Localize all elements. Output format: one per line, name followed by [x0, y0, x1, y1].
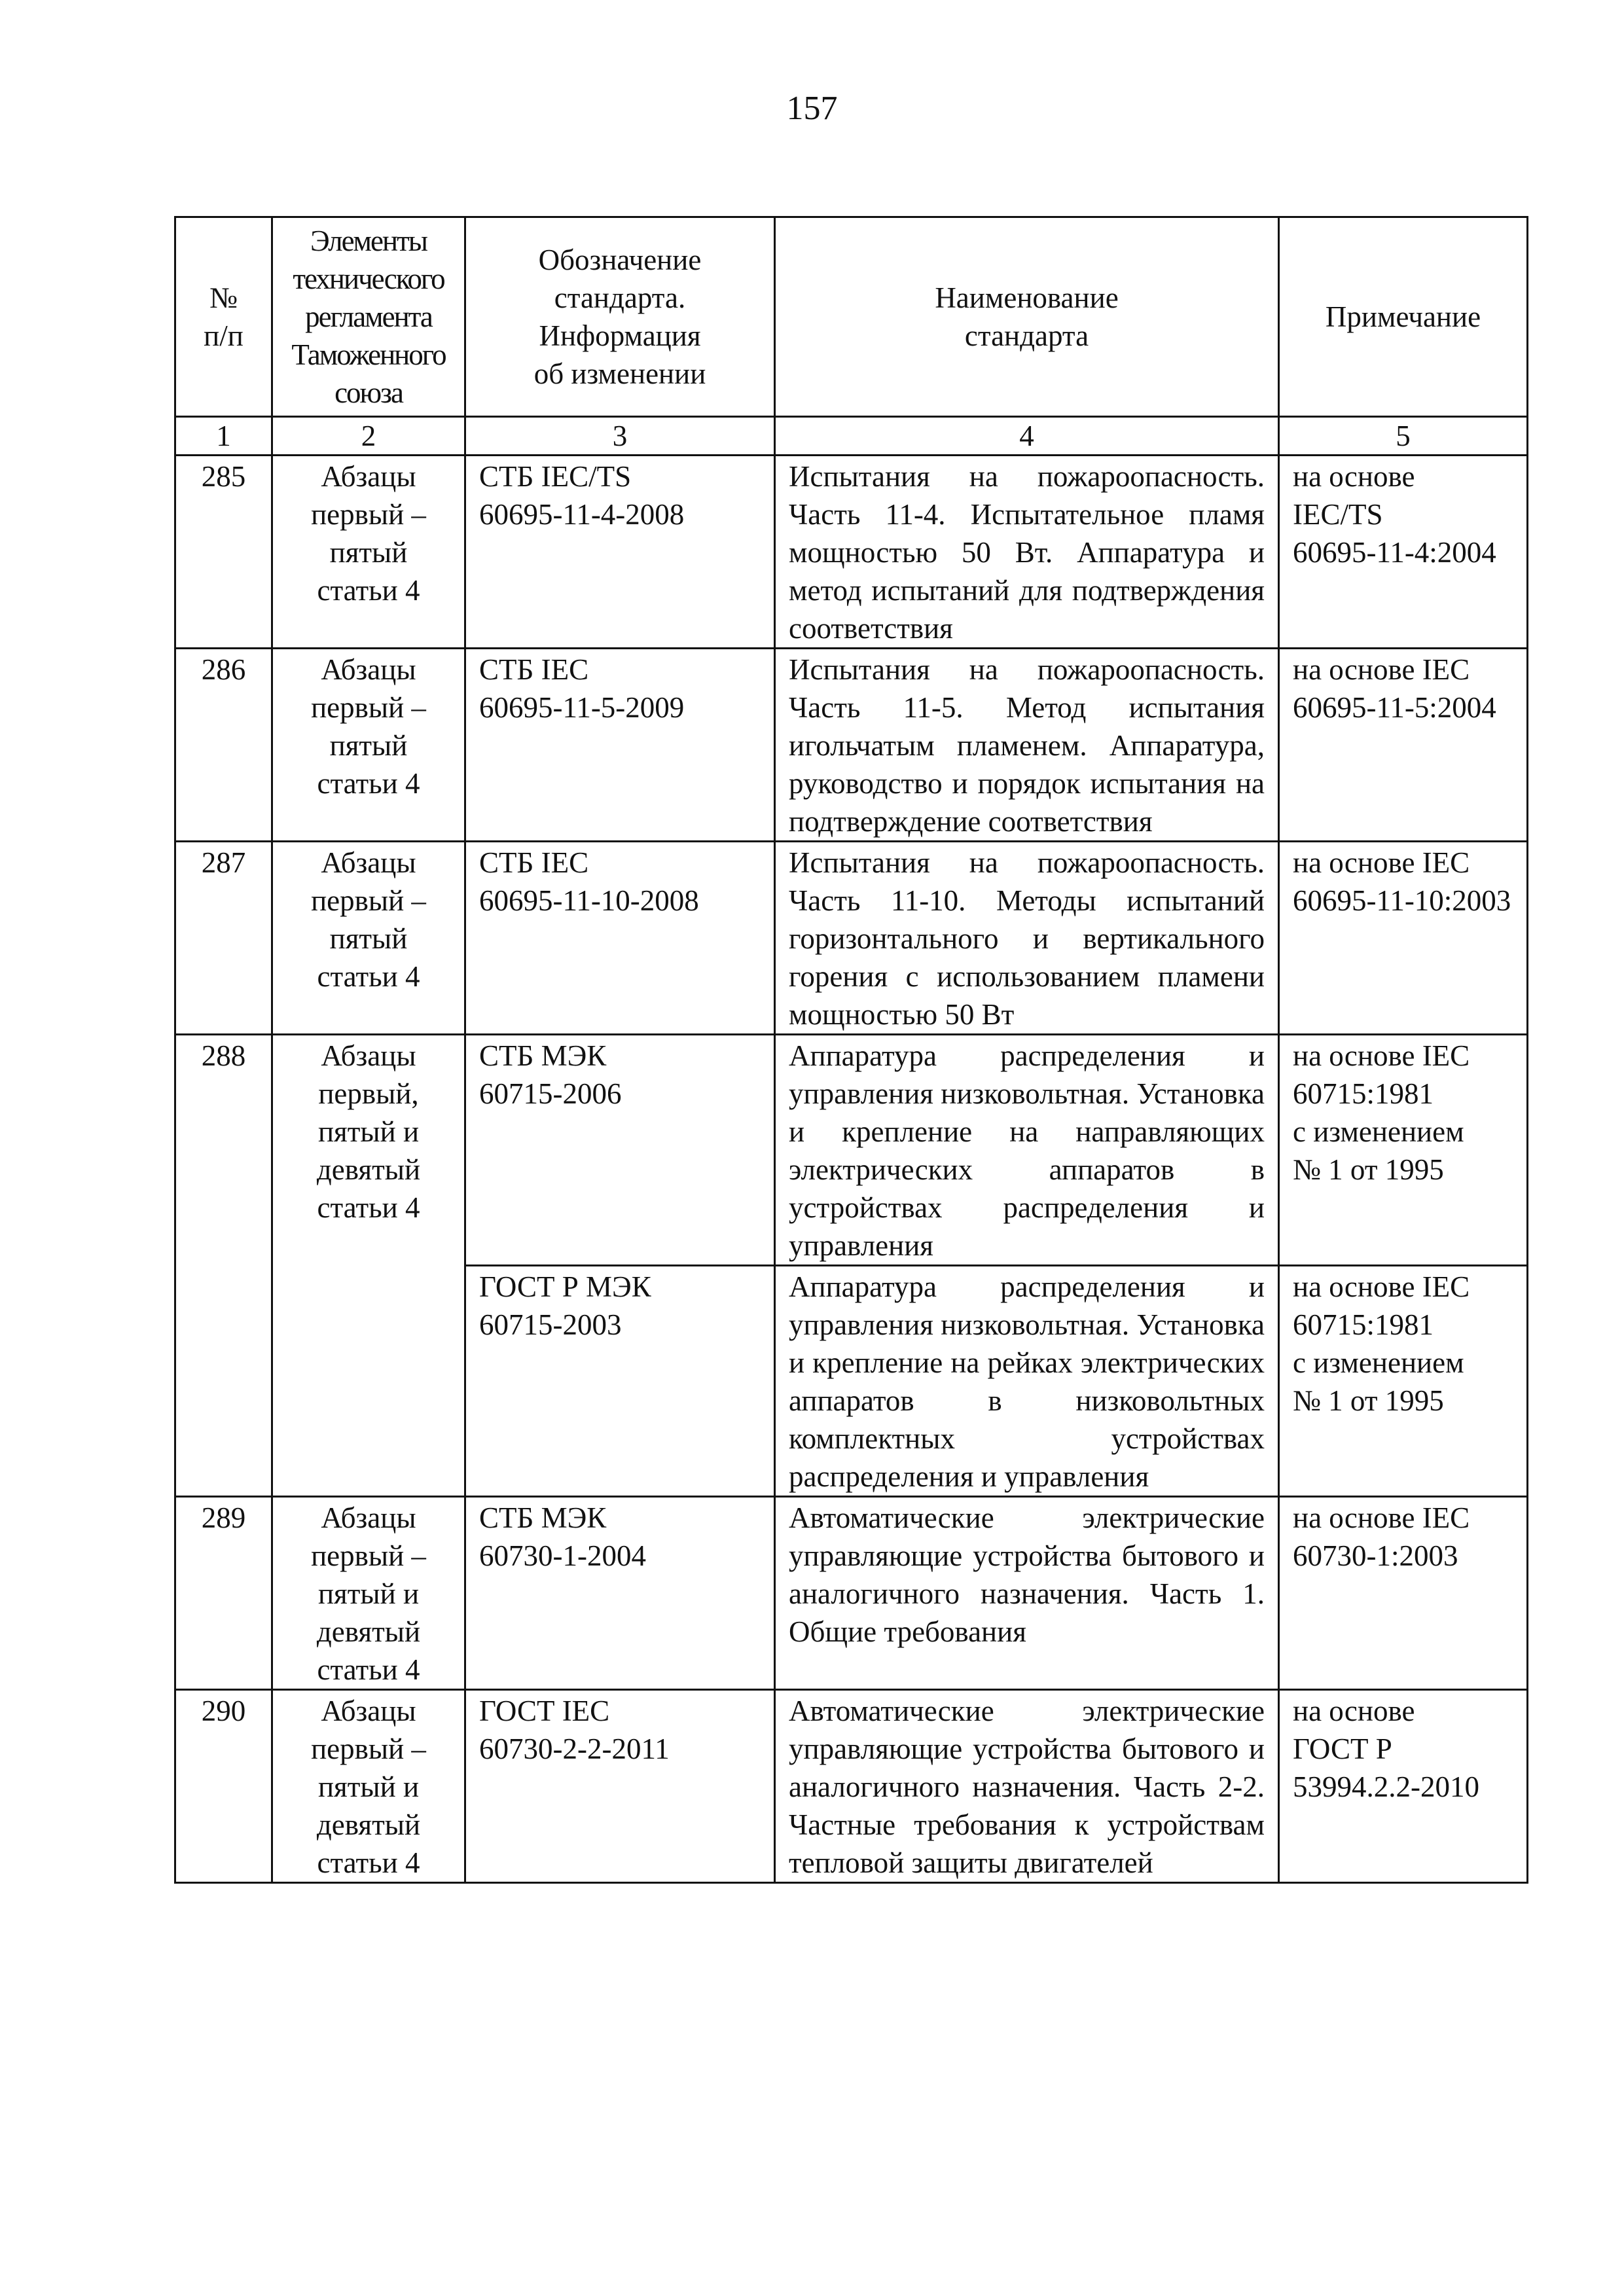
standards-table — [174, 216, 1528, 1884]
column-number: 1 — [175, 417, 272, 456]
regulation-elements: Абзацы первый – пятый статьи 4 — [272, 456, 465, 649]
standard-name: Автоматические электрические управляющие устройства бытового и аналогичного назначения. Часть 2-2. Частные требования к устройствам тепловой защиты двигателей — [775, 1690, 1279, 1883]
standard-designation: СТБ IEC 60695-11-5-2009 — [465, 649, 775, 842]
table-row — [175, 649, 1528, 842]
regulation-elements: Абзацы первый – пятый и девятый статьи 4 — [272, 1690, 465, 1883]
standard-designation: СТБ IEC/TS 60695-11-4-2008 — [465, 456, 775, 649]
standard-designation: ГОСТ Р МЭК 60715-2003 — [465, 1266, 775, 1497]
column-number: 3 — [465, 417, 775, 456]
regulation-elements: Абзацы первый – пятый и девятый статьи 4 — [272, 1497, 465, 1690]
header-elements: Элементы технического регламента Таможенного союза — [272, 217, 465, 417]
header-designation: Обозначение стандарта. Информация об изменении — [465, 217, 775, 417]
standard-name: Испытания на пожароопасность. Часть 11-10. Методы испытаний горизонтального и вертикального горения с использованием пламени мощностью 50 Вт — [775, 842, 1279, 1035]
table-row — [175, 1035, 1528, 1266]
regulation-elements: Абзацы первый, пятый и девятый статьи 4 — [272, 1035, 465, 1497]
standard-name: Автоматические электрические управляющие устройства бытового и аналогичного назначения. Часть 1. Общие требования — [775, 1497, 1279, 1690]
table-row — [175, 456, 1528, 649]
column-numbers-row — [175, 417, 1528, 456]
column-number: 4 — [775, 417, 1279, 456]
page-number: 157 — [786, 90, 838, 127]
standard-note: на основе IEC 60715:1981 с изменением № 1 от 1995 — [1279, 1266, 1528, 1497]
table-row — [175, 1497, 1528, 1690]
header-name: Наименование стандарта — [775, 217, 1279, 417]
standard-name: Аппаратура распределения и управления низковольтная. Установка и крепление на рейках электрических аппаратов в низковольтных комплектных устройствах распределения и управления — [775, 1266, 1279, 1497]
standard-designation: СТБ МЭК 60715-2006 — [465, 1035, 775, 1266]
header-note: Примечание — [1279, 217, 1528, 417]
row-number: 285 — [175, 456, 272, 649]
table-row — [175, 842, 1528, 1035]
row-number: 287 — [175, 842, 272, 1035]
standard-note: на основе IEC 60695-11-10:2003 — [1279, 842, 1528, 1035]
table-row — [175, 1690, 1528, 1883]
header-row — [175, 217, 1528, 417]
standard-name: Испытания на пожароопасность. Часть 11-5. Метод испытания игольчатым пламенем. Аппаратура, руководство и порядок испытания на подтверждение соответствия — [775, 649, 1279, 842]
standard-note: на основе IEC 60695-11-5:2004 — [1279, 649, 1528, 842]
regulation-elements: Абзацы первый – пятый статьи 4 — [272, 842, 465, 1035]
row-number: 289 — [175, 1497, 272, 1690]
standard-name: Испытания на пожароопасность. Часть 11-4. Испытательное пламя мощностью 50 Вт. Аппаратура и метод испытаний для подтверждения соответствия — [775, 456, 1279, 649]
standard-designation: СТБ IEC 60695-11-10-2008 — [465, 842, 775, 1035]
standard-note: на основе IEC 60715:1981 с изменением № 1 от 1995 — [1279, 1035, 1528, 1266]
row-number: 288 — [175, 1035, 272, 1497]
row-number: 286 — [175, 649, 272, 842]
standard-note: на основе IEC 60730-1:2003 — [1279, 1497, 1528, 1690]
standard-note: на основе ГОСТ Р 53994.2.2-2010 — [1279, 1690, 1528, 1883]
standard-designation: СТБ МЭК 60730-1-2004 — [465, 1497, 775, 1690]
header-num: № п/п — [175, 217, 272, 417]
standard-designation: ГОСТ IEC 60730-2-2-2011 — [465, 1690, 775, 1883]
standard-note: на основе IEC/TS 60695-11-4:2004 — [1279, 456, 1528, 649]
standard-name: Аппаратура распределения и управления низковольтная. Установка и крепление на направляющих электрических аппаратов в устройствах распределения и управления — [775, 1035, 1279, 1266]
row-number: 290 — [175, 1690, 272, 1883]
column-number: 5 — [1279, 417, 1528, 456]
column-number: 2 — [272, 417, 465, 456]
regulation-elements: Абзацы первый – пятый статьи 4 — [272, 649, 465, 842]
